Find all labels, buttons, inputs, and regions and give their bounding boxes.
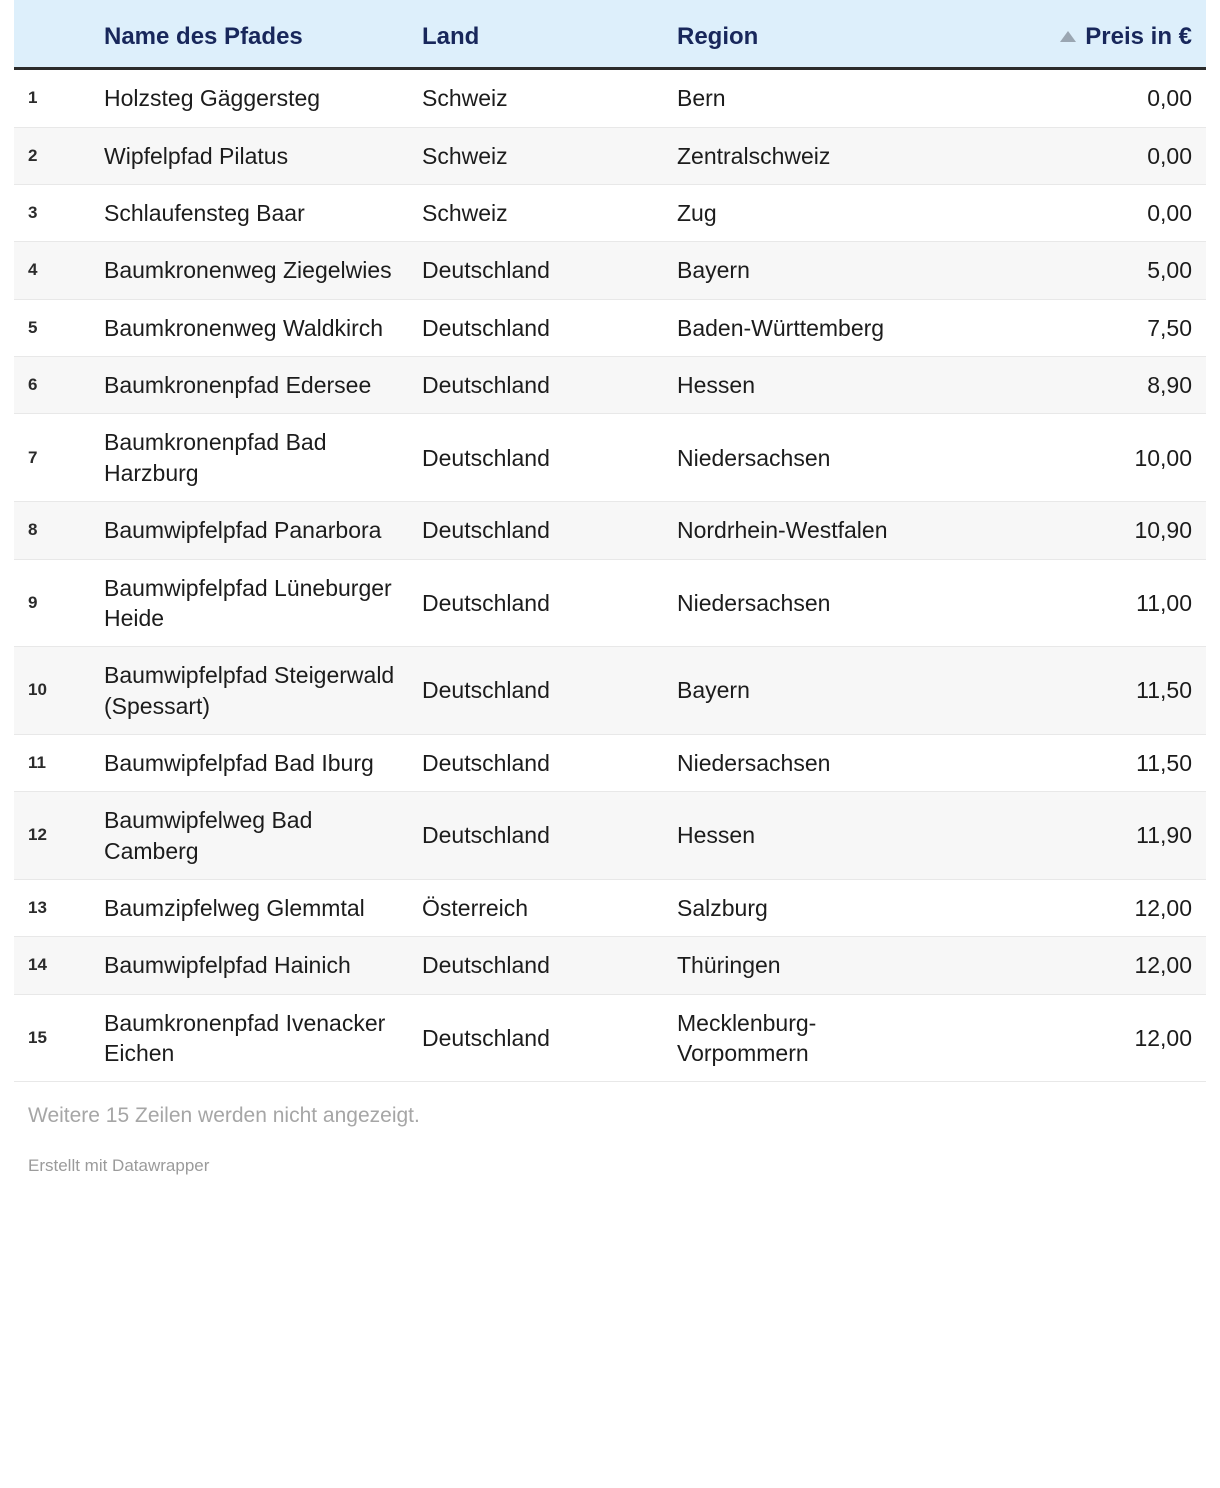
- cell-land: Deutschland: [410, 357, 665, 414]
- cell-land: Schweiz: [410, 184, 665, 241]
- table-row: [14, 242, 1206, 299]
- cell-name: Schlaufensteg Baar: [90, 184, 410, 241]
- table-row: [14, 184, 1206, 241]
- cell-name: Holzsteg Gäggersteg: [90, 70, 410, 127]
- cell-land: Deutschland: [410, 414, 665, 502]
- row-index: 1: [14, 70, 90, 127]
- column-header-land[interactable]: Land: [422, 23, 480, 50]
- table-row: [14, 792, 1206, 880]
- cell-region: Bern: [665, 70, 935, 127]
- row-index: 7: [14, 414, 90, 502]
- row-index: 5: [14, 299, 90, 356]
- table-row: [14, 734, 1206, 791]
- cell-land: Schweiz: [410, 70, 665, 127]
- table-body: [14, 70, 1206, 1082]
- cell-region: Zug: [665, 184, 935, 241]
- cell-land: Deutschland: [410, 299, 665, 356]
- row-index: 6: [14, 357, 90, 414]
- row-index: 4: [14, 242, 90, 299]
- cell-price: 12,00: [935, 937, 1206, 994]
- cell-land: Deutschland: [410, 734, 665, 791]
- cell-name: Baumwipfelpfad Hainich: [90, 937, 410, 994]
- cell-price: 11,00: [935, 559, 1206, 647]
- cell-land: Deutschland: [410, 792, 665, 880]
- table-row: [14, 880, 1206, 937]
- row-index: 13: [14, 880, 90, 937]
- row-index: 12: [14, 792, 90, 880]
- table-row: [14, 502, 1206, 559]
- cell-land: Deutschland: [410, 994, 665, 1082]
- cell-name: Baumwipfelpfad Steigerwald (Spessart): [90, 647, 410, 735]
- table-row: [14, 414, 1206, 502]
- cell-name: Baumwipfelpfad Bad Iburg: [90, 734, 410, 791]
- row-index: 14: [14, 937, 90, 994]
- table-row: [14, 937, 1206, 994]
- cell-region: Baden-Württemberg: [665, 299, 935, 356]
- cell-price: 10,90: [935, 502, 1206, 559]
- row-index: 3: [14, 184, 90, 241]
- table-header: [14, 0, 1206, 70]
- cell-name: Baumzipfelweg Glemmtal: [90, 880, 410, 937]
- datawrapper-credit[interactable]: Erstellt mit Datawrapper: [28, 1156, 210, 1176]
- cell-region: Niedersachsen: [665, 559, 935, 647]
- triangle-up-icon: [1060, 31, 1076, 42]
- cell-name: Baumkronenpfad Bad Harzburg: [90, 414, 410, 502]
- table-row: [14, 647, 1206, 735]
- row-index: 15: [14, 994, 90, 1082]
- cell-region: Thüringen: [665, 937, 935, 994]
- cell-region: Hessen: [665, 357, 935, 414]
- cell-price: 0,00: [935, 184, 1206, 241]
- cell-land: Deutschland: [410, 937, 665, 994]
- column-header-index[interactable]: [14, 0, 90, 67]
- cell-region: Bayern: [665, 647, 935, 735]
- cell-region: Hessen: [665, 792, 935, 880]
- cell-region: Bayern: [665, 242, 935, 299]
- cell-price: 0,00: [935, 127, 1206, 184]
- column-header-name[interactable]: Name des Pfades: [104, 23, 303, 50]
- cell-land: Schweiz: [410, 127, 665, 184]
- table-header-row: [14, 0, 1206, 67]
- row-index: 11: [14, 734, 90, 791]
- cell-name: Wipfelpfad Pilatus: [90, 127, 410, 184]
- truncation-note: Weitere 15 Zeilen werden nicht angezeigt.: [28, 1104, 420, 1128]
- table-row: [14, 994, 1206, 1082]
- cell-price: 12,00: [935, 994, 1206, 1082]
- row-index: 2: [14, 127, 90, 184]
- cell-price: 10,00: [935, 414, 1206, 502]
- cell-name: Baumkronenweg Ziegelwies: [90, 242, 410, 299]
- cell-land: Deutschland: [410, 242, 665, 299]
- cell-name: Baumwipfelpfad Panarbora: [90, 502, 410, 559]
- data-table: [14, 0, 1206, 1082]
- table-row: [14, 559, 1206, 647]
- cell-name: Baumkronenpfad Ivenacker Eichen: [90, 994, 410, 1082]
- table-row: [14, 70, 1206, 127]
- cell-price: 11,90: [935, 792, 1206, 880]
- cell-region: Salzburg: [665, 880, 935, 937]
- row-index: 8: [14, 502, 90, 559]
- cell-region: Niedersachsen: [665, 414, 935, 502]
- cell-price: 5,00: [935, 242, 1206, 299]
- table-row: [14, 127, 1206, 184]
- cell-land: Deutschland: [410, 502, 665, 559]
- table-row: [14, 357, 1206, 414]
- cell-name: Baumkronenpfad Edersee: [90, 357, 410, 414]
- cell-land: Deutschland: [410, 647, 665, 735]
- cell-name: Baumwipfelweg Bad Camberg: [90, 792, 410, 880]
- column-header-region[interactable]: Region: [677, 23, 759, 50]
- cell-price: 11,50: [935, 734, 1206, 791]
- cell-price: 12,00: [935, 880, 1206, 937]
- table-row: [14, 299, 1206, 356]
- cell-land: Deutschland: [410, 559, 665, 647]
- cell-region: Nordrhein-Westfalen: [665, 502, 935, 559]
- cell-land: Österreich: [410, 880, 665, 937]
- cell-name: Baumwipfelpfad Lüneburger Heide: [90, 559, 410, 647]
- cell-price: 7,50: [935, 299, 1206, 356]
- row-index: 9: [14, 559, 90, 647]
- cell-price: 8,90: [935, 357, 1206, 414]
- column-header-price-label: Preis in €: [1085, 23, 1192, 50]
- cell-name: Baumkronenweg Waldkirch: [90, 299, 410, 356]
- cell-price: 0,00: [935, 70, 1206, 127]
- cell-region: Mecklenburg-Vorpommern: [665, 994, 935, 1082]
- cell-region: Niedersachsen: [665, 734, 935, 791]
- column-header-price[interactable]: [935, 0, 1206, 67]
- row-index: 10: [14, 647, 90, 735]
- cell-price: 11,50: [935, 647, 1206, 735]
- cell-region: Zentralschweiz: [665, 127, 935, 184]
